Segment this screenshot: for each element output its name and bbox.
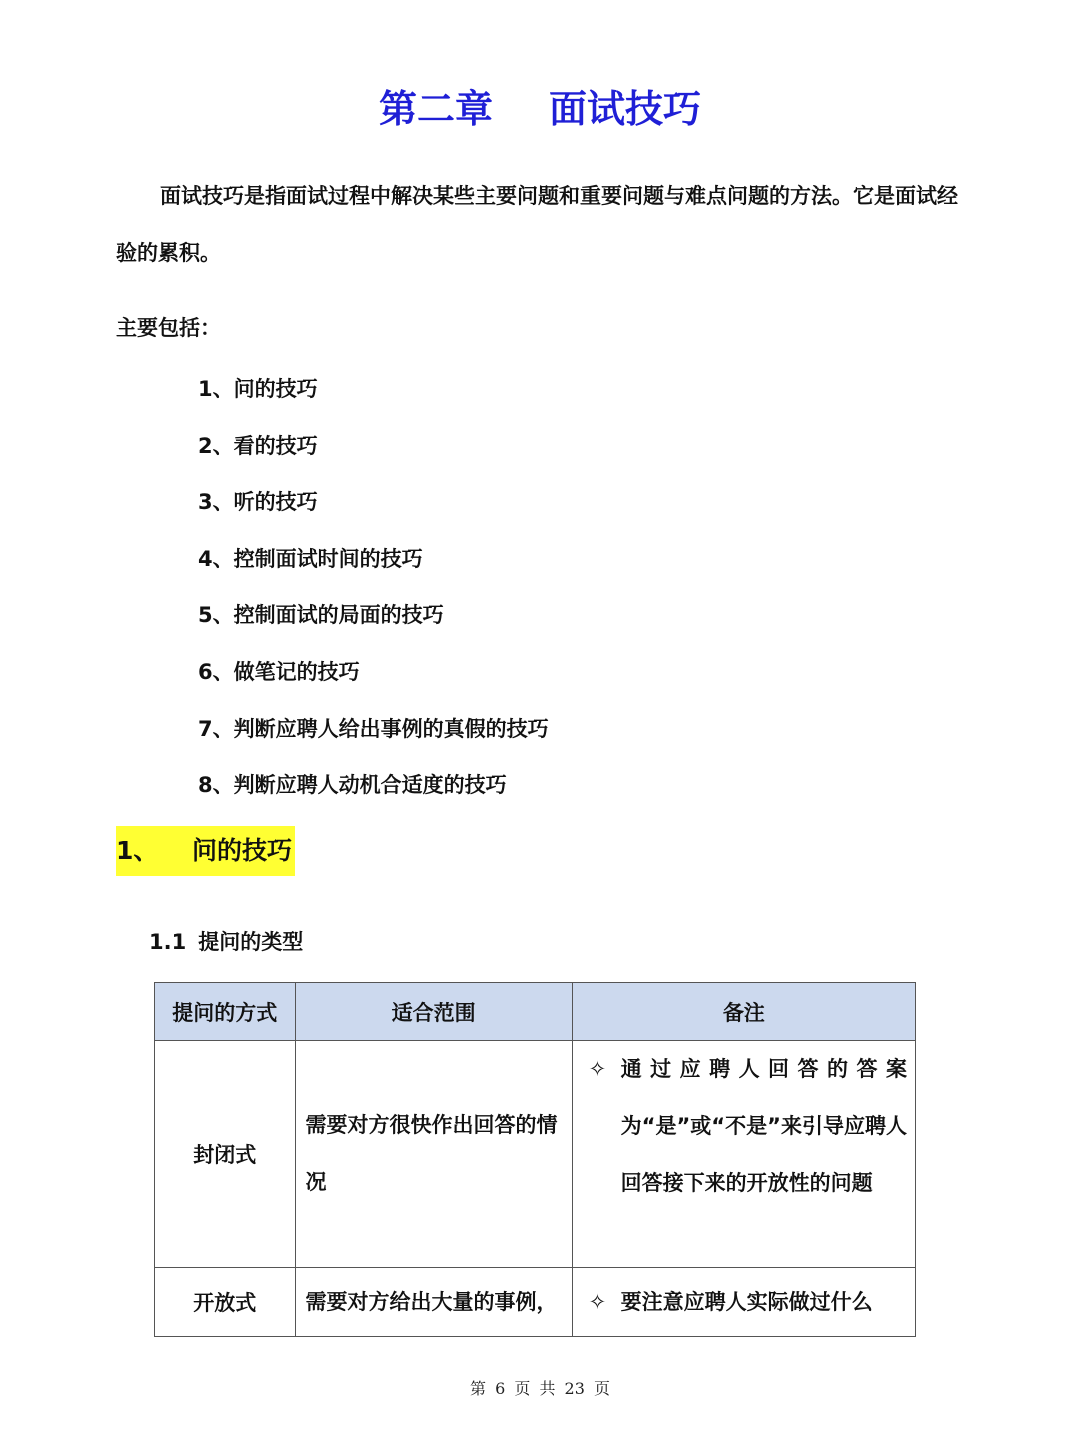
subsection-number: 1.1 <box>149 930 187 954</box>
section-number: 1、 <box>116 836 159 865</box>
list-item: 1、问的技巧 <box>198 377 318 401</box>
cell-scope: 需要对方很快作出回答的情况 <box>295 1041 572 1268</box>
chapter-number: 第二章 <box>378 87 493 131</box>
subsection-title: 提问的类型 <box>198 930 304 954</box>
cell-type: 封闭式 <box>155 1041 296 1268</box>
section-title: 问的技巧 <box>192 836 293 865</box>
subsection-heading <box>149 926 303 956</box>
header-cell-note: 备注 <box>572 983 915 1041</box>
summary-label: 主要包括： <box>116 316 221 340</box>
cell-scope: 需要对方给出大量的事例， <box>295 1268 572 1337</box>
note-text: 要注意应聘人实际做过什么 <box>620 1289 873 1314</box>
question-types-table <box>154 982 916 1337</box>
list-item: 6、做笔记的技巧 <box>198 659 360 684</box>
chapter-name: 面试技巧 <box>549 87 702 131</box>
section-heading <box>116 826 295 876</box>
diamond-star-icon: ✧ <box>588 1289 607 1314</box>
cell-note <box>572 1041 915 1268</box>
list-item: 5、控制面试的局面的技巧 <box>198 603 444 628</box>
diamond-star-icon: ✧ <box>588 1057 607 1081</box>
list-item: 4、控制面试时间的技巧 <box>198 546 423 571</box>
intro-paragraph <box>116 168 966 282</box>
list-item: 2、看的技巧 <box>198 433 318 458</box>
table-row <box>155 1268 916 1337</box>
table-row <box>155 1041 916 1268</box>
list-item: 3、听的技巧 <box>198 490 318 515</box>
cell-note <box>572 1268 915 1337</box>
list-item: 7、判断应聘人给出事例的真假的技巧 <box>198 716 549 741</box>
intro-text: 面试技巧是指面试过程中解决某些主要问题和重要问题与难点问题的方法。它是面试经验的累积。 <box>116 184 958 265</box>
cell-type: 开放式 <box>155 1268 296 1337</box>
chapter-title <box>0 78 1080 133</box>
list-item: 8、判断应聘人动机合适度的技巧 <box>198 773 507 798</box>
page-footer: 第 6 页 共 23 页 <box>470 1379 610 1398</box>
summary-list <box>198 361 549 814</box>
table-header-row <box>155 983 916 1041</box>
note-text: 通过应聘人回答的答案为“是”或“不是”来引导应聘人回答接下来的开放性的问题 <box>620 1057 907 1195</box>
header-cell-method: 提问的方式 <box>155 983 296 1041</box>
header-cell-scope: 适合范围 <box>295 983 572 1041</box>
